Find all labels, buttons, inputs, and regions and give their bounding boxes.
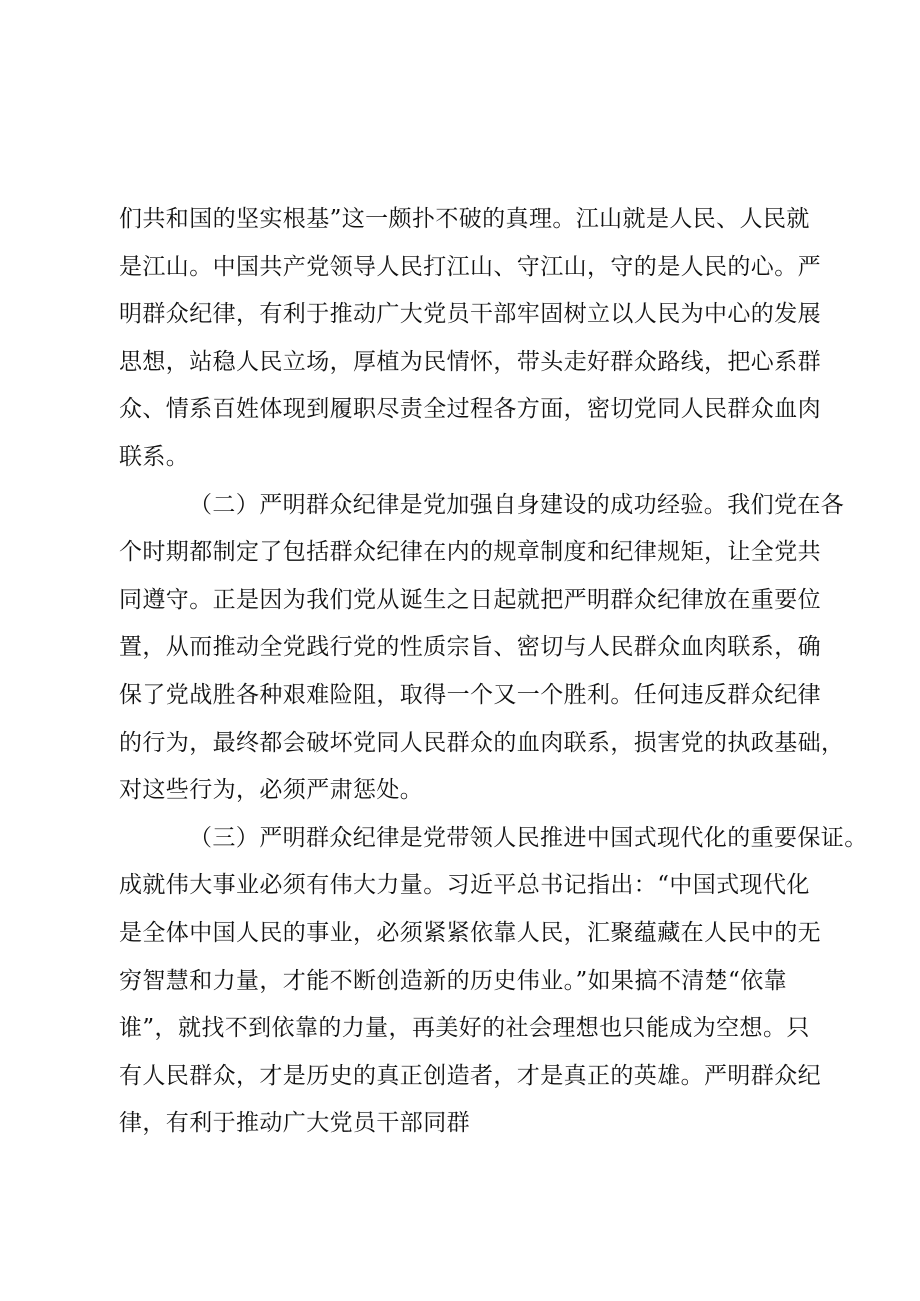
text-line: 个时期都制定了包括群众纪律在内的规章制度和纪律规矩，让全党共	[119, 539, 821, 566]
text-line: 联系。	[119, 443, 190, 470]
text-line: 众、情系百姓体现到履职尽责全过程各方面，密切党同人民群众血肉	[119, 396, 821, 423]
text-line: 对这些行为，必须严肃惩处。	[119, 777, 424, 804]
text-line: 置，从而推动全党践行党的性质宗旨、密切与人民群众血肉联系，确	[119, 634, 821, 661]
text-line: 的行为，最终都会破坏党同人民群众的血肉联系，损害党的执政基础，	[119, 729, 845, 756]
paragraph-section-three	[119, 815, 868, 1148]
text-line: 们共和国的坚实根基”这一颇扑不破的真理。江山就是人民、人民就	[119, 206, 810, 232]
text-line: 律，有利于推动广大党员干部同群	[119, 1110, 470, 1137]
text-line: 穷智慧和力量，才能不断创造新的历史伟业。”如果搞不清楚“依靠	[119, 967, 788, 994]
text-line: 同遵守。正是因为我们党从诞生之日起就把严明群众纪律放在重要位	[119, 586, 821, 613]
text-line: 成就伟大事业必须有伟大力量。习近平总书记指出：“中国式现代化	[119, 872, 810, 899]
paragraph-section-two	[119, 482, 845, 815]
text-line: 是全体中国人民的事业，必须紧紧依靠人民，汇聚蕴藏在人民中的无	[119, 919, 821, 946]
text-line: 谁”，就找不到依靠的力量，再美好的社会理想也只能成为空想。只	[119, 1015, 810, 1042]
document-body	[119, 196, 868, 1148]
text-line: 保了党战胜各种艰难险阻，取得一个又一个胜利。任何违反群众纪律	[119, 681, 821, 708]
text-line: 明群众纪律，有利于推动广大党员干部牢固树立以人民为中心的发展	[119, 301, 821, 328]
text-line: 有人民群众，才是历史的真正创造者，才是真正的英雄。严明群众纪	[119, 1062, 821, 1089]
text-line: 思想，站稳人民立场，厚植为民情怀，带头走好群众路线，把心系群	[119, 348, 821, 375]
text-line-first: （三）严明群众纪律是党带领人民推进中国式现代化的重要保证。	[189, 824, 868, 851]
text-line-first: （二）严明群众纪律是党加强自身建设的成功经验。我们党在各	[189, 491, 845, 518]
text-line: 是江山。中国共产党领导人民打江山、守江山，守的是人民的心。严	[119, 253, 821, 280]
paragraph-continuation	[119, 196, 839, 482]
